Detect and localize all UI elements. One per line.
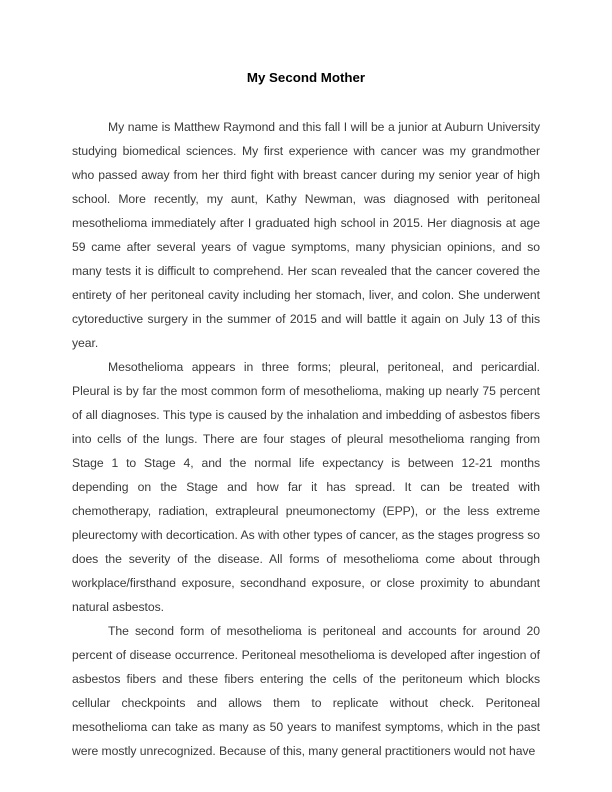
page-title: My Second Mother (246, 70, 366, 85)
paragraph-peritoneal: The second form of mesothelioma is peritoneal and accounts for around 20 percent of disease occurrence. Peritoneal mesothelioma is developed after ingestion of asbestos fibers and these fibers entering the cells of the peritoneum which blocks cellular checkpoints and allows them to replicate without check. Peritoneal mesothelioma can take as many as 50 years to manifest symptoms, which in the past were mostly unrecognized. Because of this, many general practitioners would not have (72, 624, 540, 758)
paragraph-pleural: Mesothelioma appears in three forms; pleural, peritoneal, and pericardial. Pleural is by far the most common form of mesothelioma, making up nearly 75 percent of all diagnoses. This type is caused by the inhalation and imbedding of asbestos fibers into cells of the lungs. There are four stages of pleural mesothelioma ranging from Stage 1 to Stage 4, and the normal life expectancy is between 12-21 months depending on the Stage and how far it has spread. It can be treated with chemotherapy, radiation, extrapleural pneumonectomy (EPP), or the less extreme pleurectomy with decortication. As with other types of cancer, as the stages progress so does the severity of the disease. All forms of mesothelioma come about through workplace/firsthand exposure, secondhand exposure, or close proximity to abundant natural asbestos. (72, 360, 540, 614)
paragraph-intro: My name is Matthew Raymond and this fall I will be a junior at Auburn University studying biomedical sciences. My first experience with cancer was my grandmother who passed away from her third fight with breast cancer during my senior year of high school. More recently, my aunt, Kathy Newman, was diagnosed with peritoneal mesothelioma immediately after I graduated high school in 2015. Her diagnosis at age 59 came after several years of vague symptoms, many physician opinions, and so many tests it is difficult to comprehend. Her scan revealed that the cancer covered the entirety of her peritoneal cavity including her stomach, liver, and colon. She underwent cytoreductive surgery in the summer of 2015 and will battle it again on July 13 of this year. (72, 120, 540, 350)
document-body (72, 115, 540, 763)
